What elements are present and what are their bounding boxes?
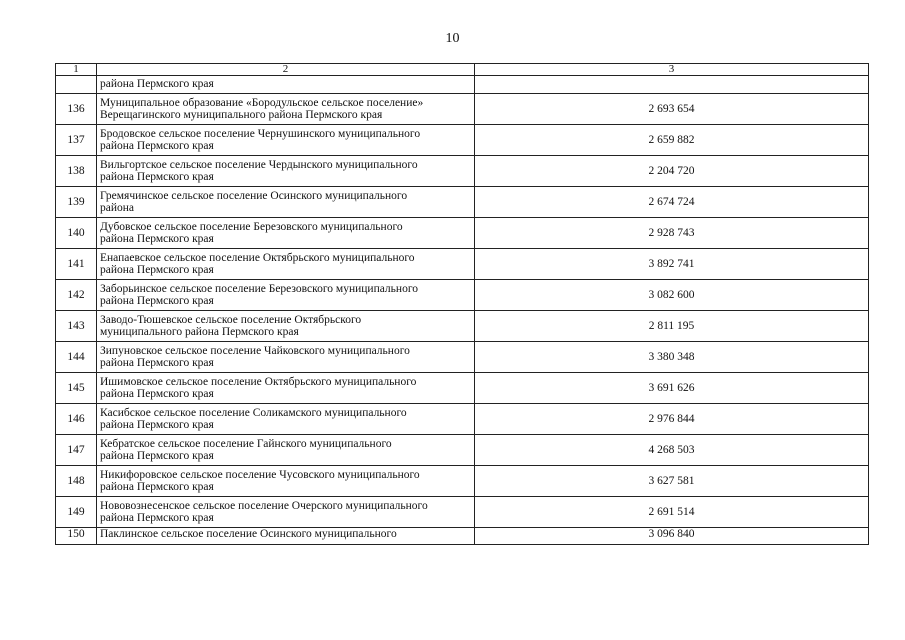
column-header-1: 1 — [56, 64, 97, 76]
amount-value: 3 627 581 — [475, 466, 869, 497]
settlement-name-line: Муниципальное образование «Бородульское сельское поселение» — [100, 96, 424, 109]
settlement-name — [97, 342, 475, 373]
row-number: 141 — [56, 249, 97, 280]
row-number: 146 — [56, 404, 97, 435]
settlement-name-line: района Пермского края — [100, 295, 214, 307]
settlement-name-line: Вильгортское сельское поселение Чердынского муниципального — [100, 158, 418, 171]
settlement-name-line: Гремячинское сельское поселение Осинского муниципального — [100, 189, 408, 202]
settlement-name — [97, 466, 475, 497]
table-row — [56, 249, 869, 280]
settlement-name — [97, 435, 475, 466]
row-number: 145 — [56, 373, 97, 404]
continuation-value-cell — [475, 76, 869, 94]
settlement-name-line: Бродовское сельское поселение Чернушинского муниципального — [100, 127, 421, 140]
amount-value: 2 976 844 — [475, 404, 869, 435]
settlement-name — [97, 373, 475, 404]
amount-value: 2 674 724 — [475, 187, 869, 218]
table-row — [56, 466, 869, 497]
settlement-name — [97, 497, 475, 528]
settlement-name-line: района Пермского края — [100, 512, 214, 524]
amount-value: 4 268 503 — [475, 435, 869, 466]
settlement-name-line: Касибское сельское поселение Соликамского муниципального — [100, 406, 407, 419]
table-row — [56, 218, 869, 249]
amount-value: 2 928 743 — [475, 218, 869, 249]
settlement-name-line: района Пермского края — [100, 171, 214, 183]
settlement-name — [97, 94, 475, 125]
row-number: 143 — [56, 311, 97, 342]
settlement-name-line: муниципального района Пермского края — [100, 326, 299, 338]
table-row — [56, 280, 869, 311]
settlement-name — [97, 125, 475, 156]
settlement-name-line: Заборьинское сельское поселение Березовского муниципального — [100, 282, 419, 295]
continuation-text: района Пермского края — [97, 76, 475, 94]
settlement-name-line: района Пермского края — [100, 233, 214, 245]
settlement-name — [97, 280, 475, 311]
table-row — [56, 125, 869, 156]
amount-value: 3 691 626 — [475, 373, 869, 404]
settlement-name-line: Ишимовское сельское поселение Октябрьского муниципального — [100, 375, 417, 388]
settlement-name — [97, 156, 475, 187]
settlement-name-line: Никифоровское сельское поселение Чусовского муниципального — [100, 468, 420, 481]
row-number: 148 — [56, 466, 97, 497]
settlement-name-line: района Пермского края — [100, 388, 214, 400]
settlement-name-line: Паклинское сельское поселение Осинского муниципального — [100, 528, 397, 540]
row-number: 149 — [56, 497, 97, 528]
table-row — [56, 528, 869, 545]
amount-value: 2 811 195 — [475, 311, 869, 342]
settlement-name — [97, 218, 475, 249]
settlement-name-line: Верещагинского муниципального района Пермского края — [100, 109, 383, 121]
row-number: 137 — [56, 125, 97, 156]
settlement-name-line: района Пермского края — [100, 140, 214, 152]
settlement-name-line: района Пермского края — [100, 481, 214, 493]
settlement-name-line: Кебратское сельское поселение Гайнского муниципального — [100, 437, 392, 450]
amount-value: 3 082 600 — [475, 280, 869, 311]
settlement-name-line: района Пермского края — [100, 357, 214, 369]
row-number: 144 — [56, 342, 97, 373]
settlement-name-line: Енапаевское сельское поселение Октябрьского муниципального — [100, 251, 415, 264]
amount-value: 2 693 654 — [475, 94, 869, 125]
settlement-name-line: Нововознесенское сельское поселение Очерского муниципального — [100, 499, 428, 512]
settlement-name-line: Заводо-Тюшевское сельское поселение Октябрьского — [100, 313, 362, 326]
page-number: 10 — [445, 31, 460, 46]
settlement-name — [97, 528, 475, 545]
row-number: 138 — [56, 156, 97, 187]
table-row — [56, 404, 869, 435]
settlement-name-line: Зипуновское сельское поселение Чайковского муниципального — [100, 344, 410, 357]
row-number: 142 — [56, 280, 97, 311]
settlement-name — [97, 404, 475, 435]
table-row — [56, 342, 869, 373]
settlement-name-line: района Пермского края — [100, 264, 214, 276]
row-number: 140 — [56, 218, 97, 249]
row-number: 136 — [56, 94, 97, 125]
column-header-2: 2 — [97, 64, 475, 76]
amount-value: 2 659 882 — [475, 125, 869, 156]
amount-value: 3 096 840 — [475, 528, 869, 545]
table-row — [56, 497, 869, 528]
settlement-name-line: района Пермского края — [100, 419, 214, 431]
table-header-row — [56, 64, 869, 76]
table-row — [56, 373, 869, 404]
table-row — [56, 435, 869, 466]
amount-value: 3 892 741 — [475, 249, 869, 280]
settlement-name — [97, 187, 475, 218]
table-row — [56, 311, 869, 342]
column-header-3: 3 — [475, 64, 869, 76]
table-row — [56, 187, 869, 218]
settlement-name-line: Дубовское сельское поселение Березовского муниципального — [100, 220, 403, 233]
settlement-name — [97, 249, 475, 280]
row-number: 139 — [56, 187, 97, 218]
settlement-name-line: района — [100, 202, 135, 214]
amount-value: 2 691 514 — [475, 497, 869, 528]
allocation-table — [55, 63, 869, 545]
settlement-name-line: района Пермского края — [100, 450, 214, 462]
table-row — [56, 156, 869, 187]
amount-value: 3 380 348 — [475, 342, 869, 373]
row-number: 150 — [56, 528, 97, 545]
row-number: 147 — [56, 435, 97, 466]
table-row — [56, 94, 869, 125]
continuation-num-cell — [56, 76, 97, 94]
settlement-name — [97, 311, 475, 342]
continuation-row — [56, 76, 869, 94]
amount-value: 2 204 720 — [475, 156, 869, 187]
